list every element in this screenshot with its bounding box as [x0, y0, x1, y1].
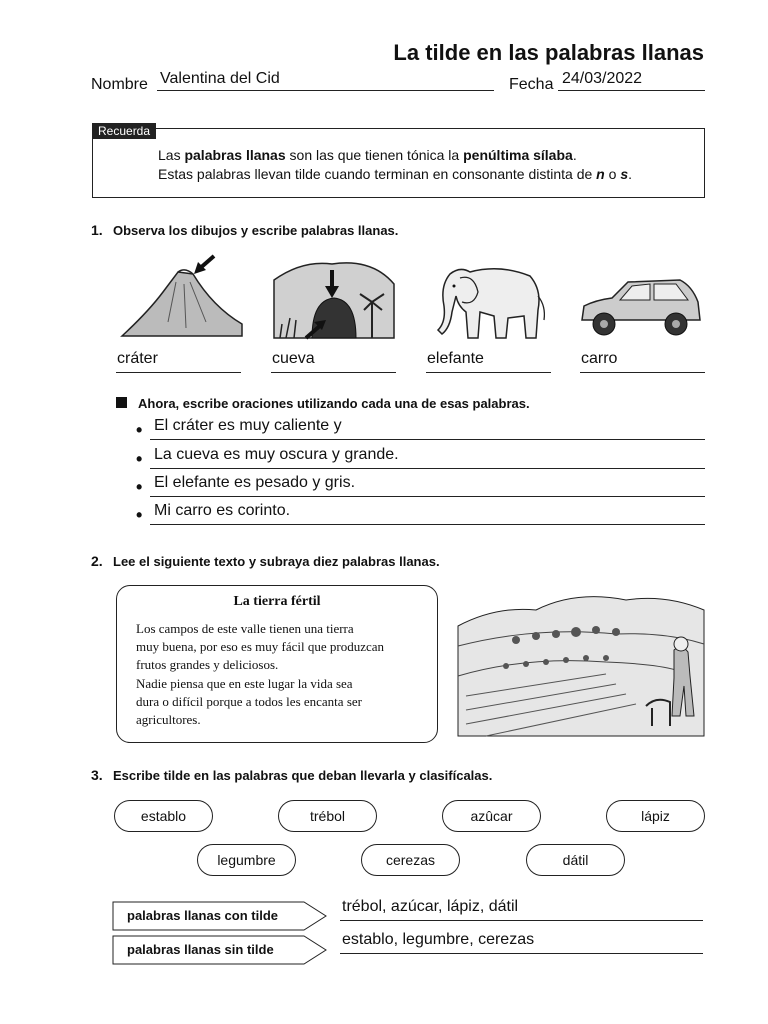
text-bold: palabras llanas	[184, 147, 286, 163]
sentence-line	[150, 468, 705, 469]
page-title: La tilde en las palabras llanas	[393, 40, 704, 65]
text-part: son las que tienen tónica la	[285, 147, 464, 163]
q1-number: 1.	[91, 222, 103, 238]
word-pill-trebol[interactable]: trébol	[278, 800, 377, 832]
date-label: Fecha	[509, 76, 554, 93]
car-image	[578, 276, 704, 338]
text-bold: s	[620, 166, 629, 182]
answer-line	[426, 372, 551, 373]
bullet-icon: •	[136, 449, 143, 469]
text-part: .	[572, 147, 577, 163]
square-bullet-icon	[116, 397, 127, 408]
word-pill-lapiz[interactable]: lápiz	[606, 800, 705, 832]
q1-text: Observa los dibujos y escribe palabras llanas.	[113, 223, 399, 238]
answer-con-tilde[interactable]: trébol, azúcar, lápiz, dátil	[342, 898, 519, 915]
label-con-tilde: palabras llanas con tilde	[127, 908, 278, 923]
answer-crater[interactable]: cráter	[117, 350, 158, 367]
sentence-line	[150, 439, 705, 440]
q3-text: Escribe tilde en las palabras que deban llevarla y clasifícalas.	[113, 768, 493, 783]
q3-number: 3.	[91, 767, 103, 783]
word-pill-legumbre[interactable]: legumbre	[197, 844, 296, 876]
answer-line	[340, 953, 703, 954]
story-title: La tierra fértil	[233, 594, 321, 609]
story-line: agricultores.	[136, 712, 201, 727]
sentence-3[interactable]: El elefante es pesado y gris.	[154, 474, 356, 491]
elephant-image	[430, 256, 550, 344]
text-bold: penúltima sílaba	[463, 147, 573, 163]
cave-image	[272, 250, 397, 344]
answer-cueva[interactable]: cueva	[272, 350, 315, 367]
date-value[interactable]: 24/03/2022	[562, 70, 643, 87]
story-line: dura o difícil porque a todos les encanta ser	[136, 694, 362, 709]
landscape-image	[456, 586, 706, 738]
sentence-1[interactable]: El cráter es muy caliente y	[154, 417, 342, 434]
story-line: Los campos de este valle tienen una tierra	[136, 621, 354, 636]
sentence-line	[150, 524, 705, 525]
sentence-2[interactable]: La cueva es muy oscura y grande.	[154, 446, 399, 463]
story-line: muy buena, por eso es muy fácil que produzcan	[136, 639, 385, 654]
answer-sin-tilde[interactable]: establo, legumbre, cerezas	[342, 931, 535, 948]
answer-carro[interactable]: carro	[581, 350, 618, 367]
answer-elefante[interactable]: elefante	[427, 350, 484, 367]
bullet-icon: •	[136, 420, 143, 440]
story-line: Nadie piensa que en este lugar la vida sea	[136, 676, 353, 691]
name-value[interactable]: Valentina del Cid	[160, 70, 280, 87]
recuerda-box	[92, 128, 705, 198]
q2-number: 2.	[91, 553, 103, 569]
sentence-4[interactable]: Mi carro es corinto.	[154, 502, 291, 519]
answer-line	[340, 920, 703, 921]
word-pill-cerezas[interactable]: cerezas	[361, 844, 460, 876]
text-bold: n	[596, 166, 605, 182]
bullet-icon: •	[136, 477, 143, 497]
text-part: .	[628, 166, 632, 182]
recuerda-tag: Recuerda	[92, 123, 156, 139]
word-pill-establo[interactable]: establo	[114, 800, 213, 832]
sentence-line	[150, 496, 705, 497]
bullet-icon: •	[136, 505, 143, 525]
text-part: Estas palabras llevan tilde cuando terminan en consonante distinta de	[158, 166, 597, 182]
date-line	[558, 90, 705, 91]
q2-text: Lee el siguiente texto y subraya diez palabras llanas.	[113, 554, 440, 569]
name-label: Nombre	[91, 76, 148, 93]
text-part: Las	[158, 147, 185, 163]
answer-line	[580, 372, 705, 373]
recuerda-line-2	[158, 166, 632, 182]
word-pill-azucar[interactable]: azûcar	[442, 800, 541, 832]
name-line	[157, 90, 494, 91]
story-line: frutos grandes y deliciosos.	[136, 657, 279, 672]
text-part: o	[604, 166, 621, 182]
answer-line	[116, 372, 241, 373]
answer-line	[271, 372, 396, 373]
q1-sub-text: Ahora, escribe oraciones utilizando cada una de esas palabras.	[138, 396, 530, 411]
recuerda-line-1	[158, 147, 577, 163]
label-sin-tilde: palabras llanas sin tilde	[127, 942, 274, 957]
volcano-image	[118, 252, 246, 344]
word-pill-datil[interactable]: dátil	[526, 844, 625, 876]
